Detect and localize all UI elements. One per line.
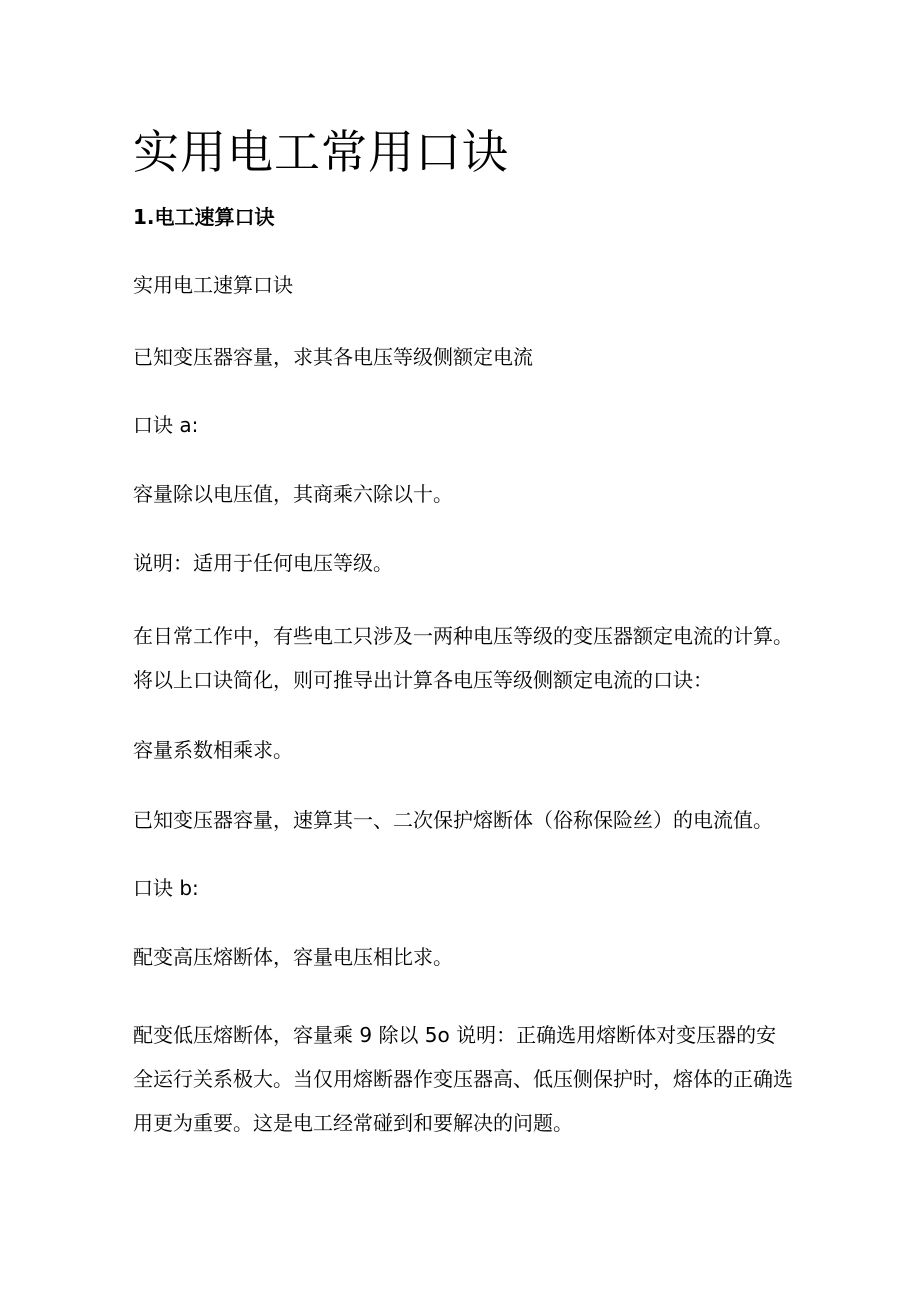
- paragraph: 配变低压熔断体，容量乘 9 除以 5o 说明：正确选用熔断体对变压器的安全运行关系极大。当仅用熔断器作变压器高、低压侧保护时，熔体的正确选用更为重要。这是电工经常碰到和要解决的问题。: [133, 1023, 793, 1135]
- paragraph: 口诀 b:: [133, 876, 199, 900]
- section-heading: 1.电工速算口诀: [133, 205, 275, 229]
- paragraph: 口诀 a:: [133, 413, 199, 437]
- paragraph: 在日常工作中，有些电工只涉及一两种电压等级的变压器额定电流的计算。将以上口诀简化，则可推导出计算各电压等级侧额定电流的口诀：: [133, 624, 793, 692]
- paragraph: 实用电工速算口诀: [133, 273, 293, 297]
- paragraph: 容量除以电压值，其商乘六除以十。: [133, 482, 453, 506]
- paragraph: 已知变压器容量，求其各电压等级侧额定电流: [133, 345, 533, 369]
- paragraph: 配变高压熔断体，容量电压相比求。: [133, 945, 453, 969]
- document-title: 实用电工常用口诀: [133, 125, 509, 179]
- paragraph: 容量系数相乘求。: [133, 738, 293, 762]
- paragraph: 说明：适用于任何电压等级。: [133, 551, 393, 575]
- paragraph: 已知变压器容量，速算其一、二次保护熔断体（俗称保险丝）的电流值。: [133, 808, 773, 832]
